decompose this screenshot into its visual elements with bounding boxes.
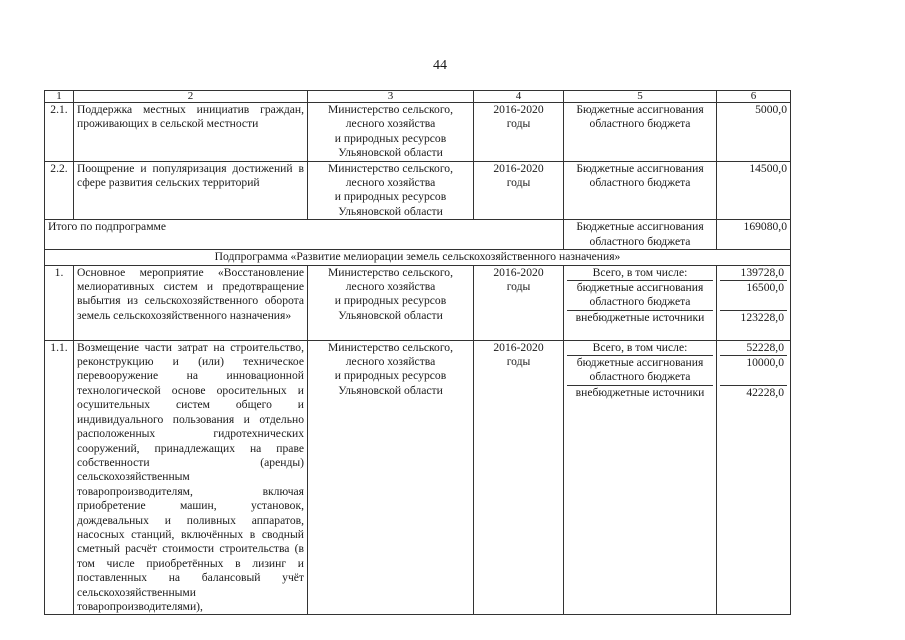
activity-description: Поощрение и популяризация достижений в сфере развития сельских территорий: [74, 161, 308, 220]
row-number: 1.1.: [45, 340, 74, 615]
period: 2016-2020 годы: [474, 265, 564, 340]
section-row: [45, 250, 791, 265]
funding-extrabudgetary-label: внебюджетные источники: [575, 311, 705, 325]
table-row: [45, 103, 791, 162]
funding-source: Бюджетные ассигнования областного бюджета: [564, 161, 717, 220]
column-number-row: [45, 91, 791, 103]
amount-breakdown: [717, 265, 791, 340]
amount-regional: 10000,0: [720, 356, 787, 386]
row-number: 2.2.: [45, 161, 74, 220]
table-row: [45, 340, 791, 615]
total-row: [45, 220, 791, 250]
subprogram-title: Подпрограмма «Развитие мелиорации земель сельскохозяйственного назначения»: [45, 250, 791, 265]
row-number: 2.1.: [45, 103, 74, 162]
column-number: 3: [308, 91, 474, 103]
total-label: Итого по подпрограмме: [45, 220, 564, 250]
activity-description: Основное мероприятие «Восстановление мелиоративных систем и предотвращение выбытия из сельскохозяйственного оборота земель сельскохозяйственного назначения»: [74, 265, 308, 340]
funding-breakdown: [564, 265, 717, 340]
activity-description: Поддержка местных инициатив граждан, проживающих в сельской местности: [74, 103, 308, 162]
activity-description: Возмещение части затрат на строительство, реконструкцию и (или) техническое перевооружение на инновационной технологической основе оросительных и осушительных систем общего и индивидуального пользования и отдельно расположенных гидротехнических сооружений, принадлежащих на праве собственности (аренды) сельскохозяйственным товаропроизводителям, включая приобретение машин, установок, дождевальных и поливных аппаратов, насосных станций, включённых в сводный сметный расчёт стоимости строительства (в том числе приобретённых в лизинг и поставленных на балансовый учёт сельскохозяйственными товаропроизводителями),: [74, 340, 308, 615]
funding-total-label: Всего, в том числе:: [567, 341, 713, 356]
column-number: 2: [74, 91, 308, 103]
executor: Министерство сельского, лесного хозяйства и природных ресурсов Ульяновской области: [308, 265, 474, 340]
funding-source: Бюджетные ассигнования областного бюджета: [564, 220, 717, 250]
column-number: 6: [717, 91, 791, 103]
amount-total: 52228,0: [720, 341, 787, 356]
total-amount: 169080,0: [717, 220, 791, 250]
funding-source: Бюджетные ассигнования областного бюджета: [564, 103, 717, 162]
funding-regional-label: бюджетные ассигнования областного бюджета: [567, 281, 713, 311]
page-number: 44: [433, 58, 447, 73]
funding-breakdown: [564, 340, 717, 615]
executor: Министерство сельского, лесного хозяйства и природных ресурсов Ульяновской области: [308, 340, 474, 615]
funding-total-label: Всего, в том числе:: [567, 266, 713, 281]
amount-extrabudgetary: 123228,0: [740, 311, 784, 325]
executor: Министерство сельского, лесного хозяйства и природных ресурсов Ульяновской области: [308, 161, 474, 220]
table-row: [45, 161, 791, 220]
row-number: 1.: [45, 265, 74, 340]
period: 2016-2020 годы: [474, 340, 564, 615]
program-table: [44, 90, 791, 615]
executor: Министерство сельского, лесного хозяйства и природных ресурсов Ульяновской области: [308, 103, 474, 162]
amount-extrabudgetary: 42228,0: [746, 386, 784, 400]
column-number: 4: [474, 91, 564, 103]
funding-regional-label: бюджетные ассигнования областного бюджета: [567, 356, 713, 386]
amount-regional: 16500,0: [720, 281, 787, 311]
period: 2016-2020 годы: [474, 161, 564, 220]
amount: 5000,0: [717, 103, 791, 162]
period: 2016-2020 годы: [474, 103, 564, 162]
amount-total: 139728,0: [720, 266, 787, 281]
table-row: [45, 265, 791, 340]
column-number: 1: [45, 91, 74, 103]
amount-breakdown: [717, 340, 791, 615]
funding-extrabudgetary-label: внебюджетные источники: [575, 386, 705, 400]
amount: 14500,0: [717, 161, 791, 220]
column-number: 5: [564, 91, 717, 103]
